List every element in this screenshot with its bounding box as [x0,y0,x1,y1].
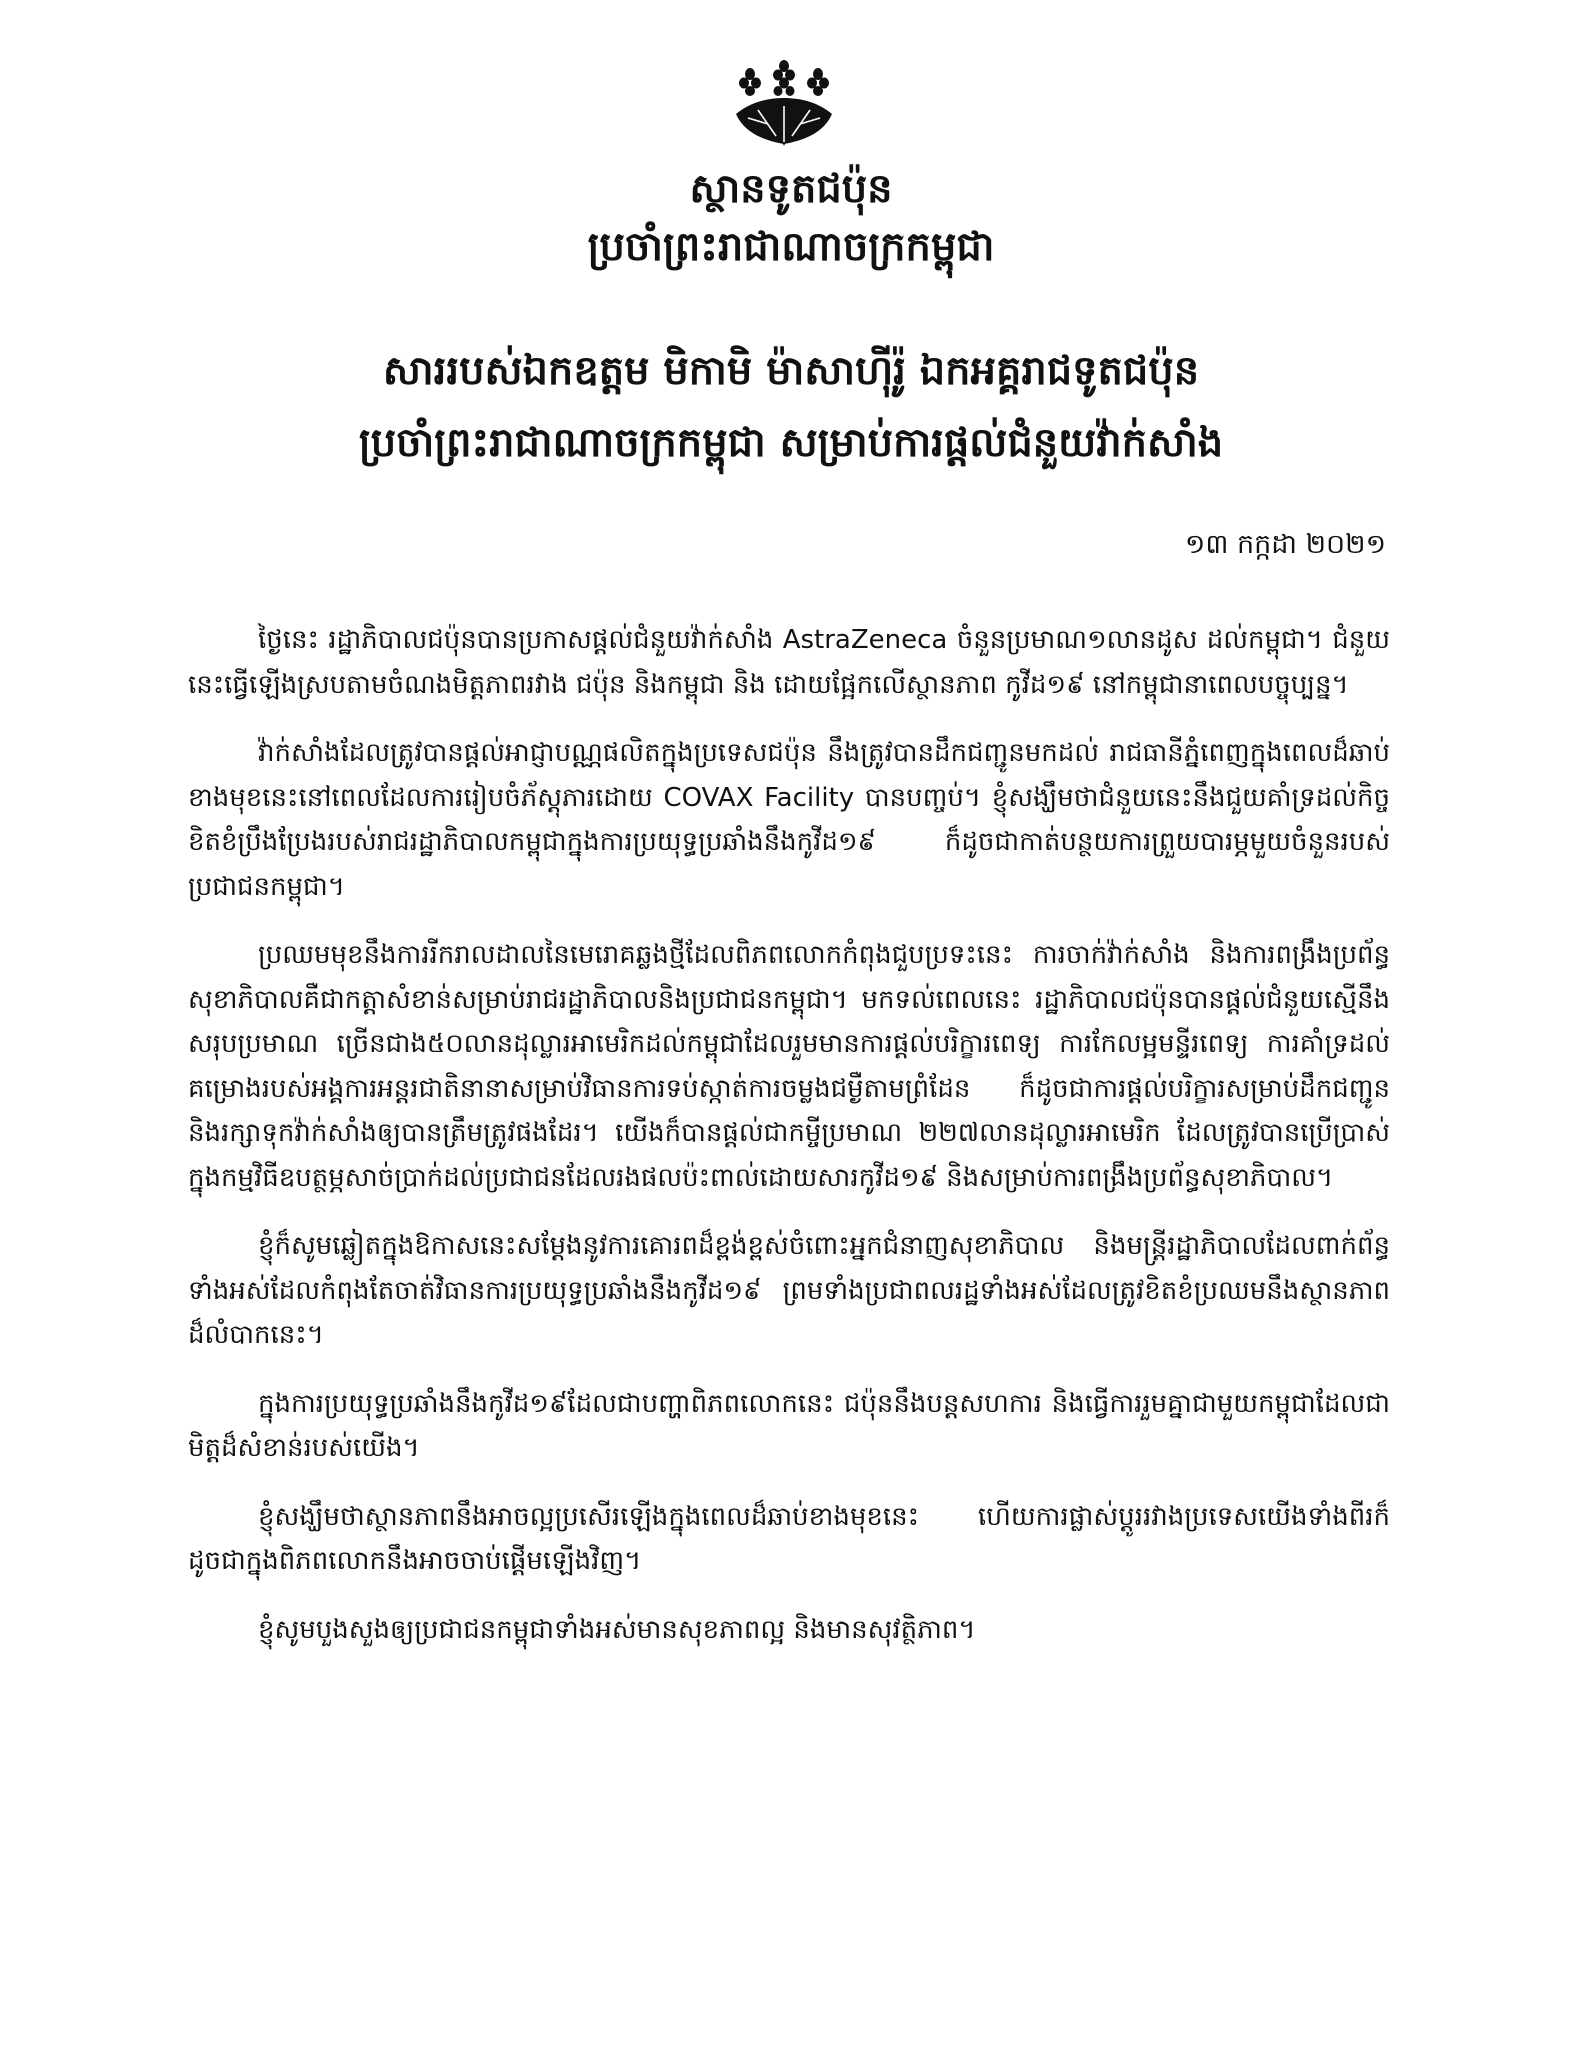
title-line-2: ប្រចាំព្រះរាជាណាចក្រកម្ពុជា សម្រាប់ការផ្តល់ជំនួយវ៉ាក់សាំង [358,420,1224,466]
embassy-location: ប្រចាំព្រះរាជាណាចក្រកម្ពុជា [587,224,995,270]
paragraph-5: ក្នុងការប្រយុទ្ធប្រឆាំងនឹងកូវីដ១៩ដែលជាបញ្ហាពិភពលោកនេះ ជប៉ុននឹងបន្តសហការ និងធ្វើការរួមគ្នាជាមួយកម្ពុជាដែលជាមិត្តដ៏សំខាន់របស់យើង។ [188,1388,1390,1463]
paragraph-1: ថ្ងៃនេះ រដ្ឋាភិបាលជប៉ុនបានប្រកាសផ្តល់ជំនួយវ៉ាក់សាំង AstraZeneca ចំនួនប្រមាណ១លានដូស ដល់កម្ពុជា។ ជំនួយនេះធ្វើឡើងស្របតាមចំណងមិត្តភាពរវាង ជប៉ុន និងកម្ពុជា និង ដោយផ្អែកលើស្ថានភាព កូវីដ១៩ នៅកម្ពុជានាពេលបច្ចុប្បន្ន។ [188,625,1390,700]
embassy-header [0,160,1582,276]
paragraph-3: ប្រឈមមុខនឹងការរីករាលដាលនៃមេរោគឆ្លងថ្មីដែលពិភពលោកកំពុងជួបប្រទះនេះ ការចាក់វ៉ាក់សាំង និងការពង្រឹងប្រព័ន្ធសុខាភិបាលគឺជាកត្តាសំខាន់សម្រាប់រាជរដ្ឋាភិបាលនិងប្រជាជនកម្ពុជា។ មកទល់ពេលនេះ រដ្ឋាភិបាលជប៉ុនបានផ្តល់ជំនួយស្មើនឹងសរុបប្រមាណ ច្រើនជាង៥០លានដុល្លារអាមេរិកដល់កម្ពុជាដែលរួមមានការផ្តល់បរិក្ខារពេទ្យ ការកែលម្អមន្ទីរពេទ្យ ការគាំទ្រដល់គម្រោងរបស់អង្គការអន្តរជាតិនានាសម្រាប់វិធានការទប់ស្កាត់ការចម្លងជម្ងឺតាមព្រំដែន ក៏ដូចជាការផ្តល់បរិក្ខារសម្រាប់ដឹកជញ្ជូន និងរក្សាទុកវ៉ាក់សាំងឲ្យបានត្រឹមត្រូវផងដែរ។ យើងក៏បានផ្តល់ជាកម្ចីប្រមាណ ២២៧លានដុល្លារអាមេរិក ដែលត្រូវបានប្រើប្រាស់ក្នុងកម្មវិធីឧបត្ថម្ភសាច់ប្រាក់ដល់ប្រជាជនដែលរងផលប៉ះពាល់ដោយសារកូវីដ១៩ និងសម្រាប់ការពង្រឹងប្រព័ន្ធសុខាភិបាល។ [188,940,1390,1193]
letter-body [188,618,1390,1676]
letter-date: ១៣ កក្កដា ២០២១ [1184,529,1386,560]
paragraph-4: ខ្ញុំក៏សូមឆ្លៀតក្នុងឱកាសនេះសម្តែងនូវការគោរពដ៏ខ្ពង់ខ្ពស់ចំពោះអ្នកជំនាញសុខាភិបាល និងមន្ត្រីរដ្ឋាភិបាលដែលពាក់ព័ន្ធទាំងអស់ដែលកំពុងតែចាត់វិធានការប្រយុទ្ធប្រឆាំងនឹងកូវីដ១៩ ព្រមទាំងប្រជាពលរដ្ឋទាំងអស់ដែលត្រូវខិតខំប្រឈមនឹងស្ថានភាពដ៏លំបាកនេះ។ [188,1231,1390,1350]
paragraph-2: វ៉ាក់សាំងដែលត្រូវបានផ្តល់អាជ្ញាបណ្ណផលិតក្នុងប្រទេសជប៉ុន នឹងត្រូវបានដឹកជញ្ជូនមកដល់ រាជធានីភ្នំពេញក្នុងពេលដ៏ឆាប់ខាងមុខនេះនៅពេលដែលការរៀបចំភ័ស្តុភារដោយ COVAX Facility បានបញ្ចប់។ ខ្ញុំសង្ឃឹមថាជំនួយនេះនឹងជួយគាំទ្រដល់កិច្ចខិតខំប្រឹងប្រែងរបស់រាជរដ្ឋាភិបាលកម្ពុជាក្នុងការប្រយុទ្ធប្រឆាំងនឹងកូវីដ១៩ ក៏ដូចជាកាត់បន្ថយការព្រួយបារម្ភមួយចំនួនរបស់ប្រជាជនកម្ពុជា។ [188,738,1390,902]
title-line-1: សាររបស់ឯកឧត្តម មិកាមិ ម៉ាសាហ៊ីរ៉ូ ឯកអគ្គរាជទូតជប៉ុន [382,348,1200,394]
embassy-name: ស្ថានទូតជប៉ុន [689,166,893,212]
paragraph-7: ខ្ញុំសូមបួងសួងឲ្យប្រជាជនកម្ពុជាទាំងអស់មានសុខភាពល្អ និងមានសុវត្ថិភាព។ [258,1614,976,1645]
paulownia-crest-icon [728,58,840,148]
paragraph-6: ខ្ញុំសង្ឃឹមថាស្ថានភាពនឹងអាចល្អប្រសើរឡើងក្នុងពេលដ៏ឆាប់ខាងមុខនេះ ហើយការផ្លាស់ប្តូររវាងប្រទេសយើងទាំងពីរក៏ដូចជាក្នុងពិភពលោកនឹងអាចចាប់ផ្តើមឡើងវិញ។ [188,1501,1390,1576]
letter-title [0,335,1582,479]
